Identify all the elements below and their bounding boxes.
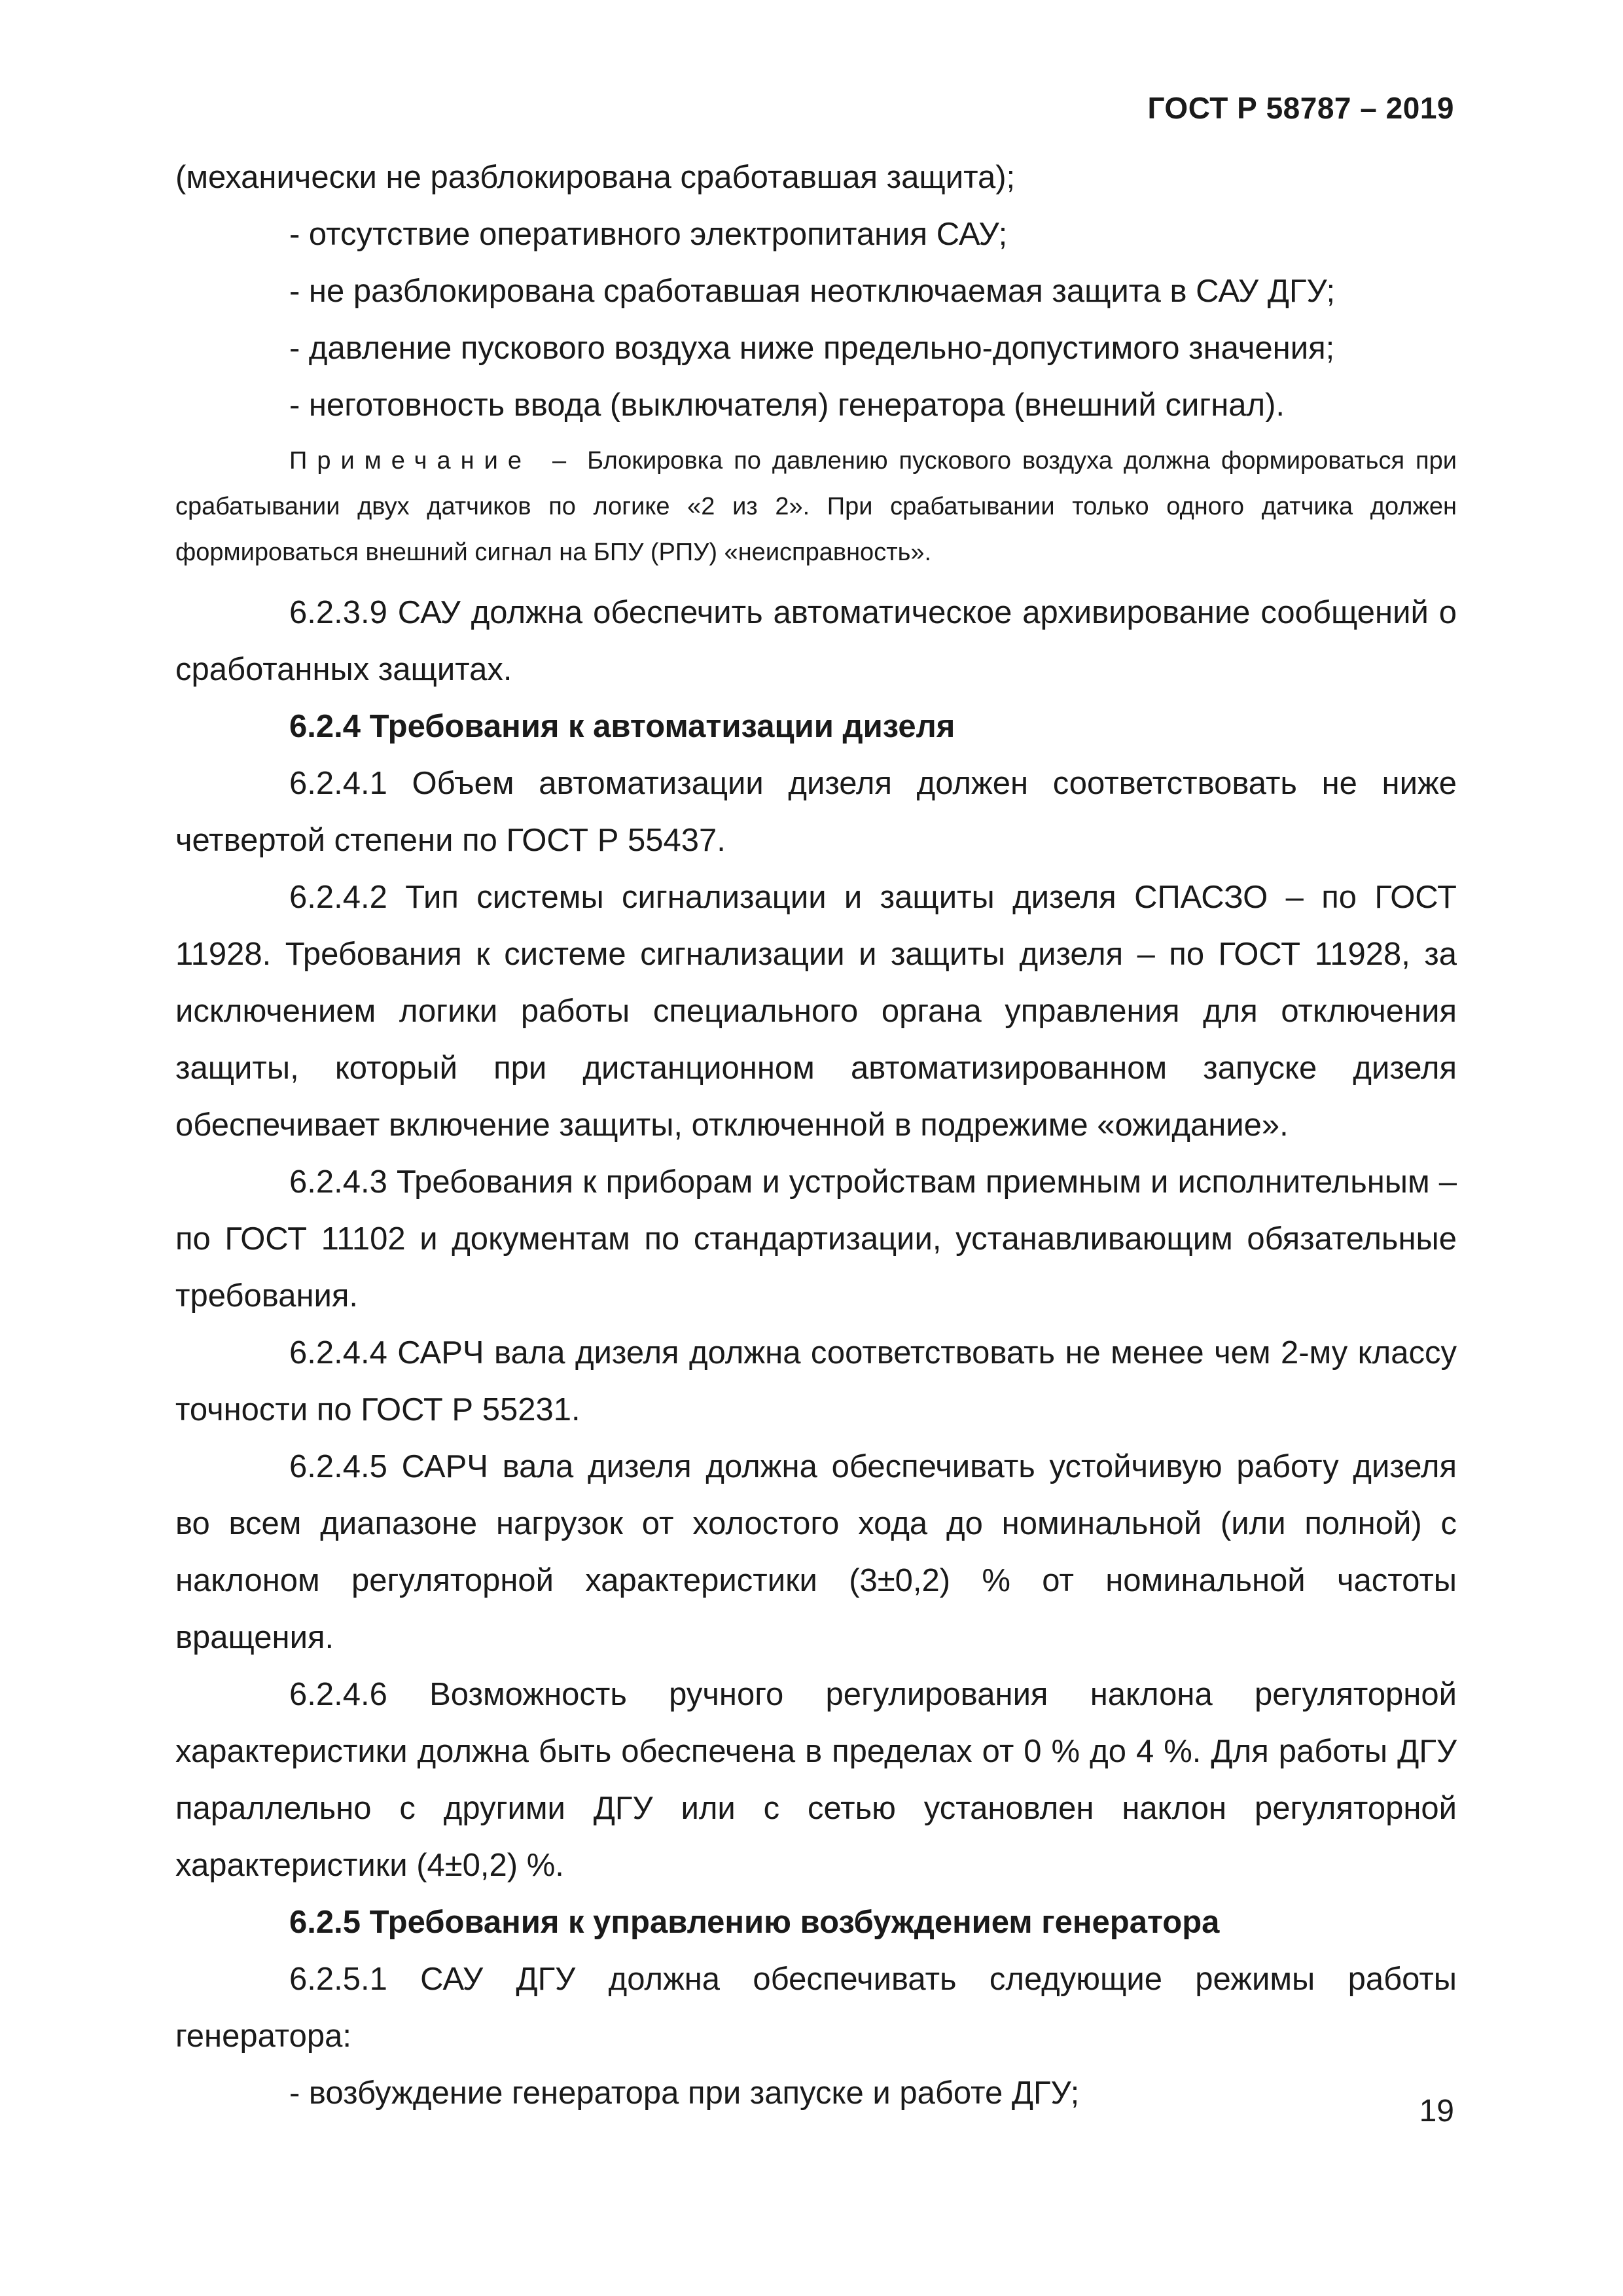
list-item: - отсутствие оперативного электропитания САУ; — [289, 217, 1008, 252]
list-item: - не разблокирована сработавшая неотключаемая защита в САУ ДГУ; — [289, 274, 1336, 309]
list-item: - неготовность ввода (выключателя) генератора (внешний сигнал). — [289, 387, 1285, 423]
paragraph-6-2-4-3: 6.2.4.3 Требования к приборам и устройствам приемным и исполнительным – по ГОСТ 11102 и документам по стандартизации, устанавливающим обязательные требования. — [175, 1164, 1457, 1314]
note-label: Примечание – — [289, 447, 577, 475]
note-text: Блокировка по давлению пускового воздуха должна формироваться при срабатывании двух датчиков по логике «2 из 2». При срабатывании только одного датчика должен формироваться внешний сигнал на БПУ (РПУ) «неисправность». — [175, 447, 1457, 566]
paragraph-continuation: (механически не разблокирована сработавшая защита); — [175, 160, 1016, 195]
list-item: - давление пускового воздуха ниже предельно-допустимого значения; — [289, 331, 1335, 366]
page-number: 19 — [1419, 2094, 1454, 2128]
section-heading-6-2-4: 6.2.4 Требования к автоматизации дизеля — [289, 709, 955, 744]
paragraph-6-2-4-4: 6.2.4.4 САРЧ вала дизеля должна соответствовать не менее чем 2-му классу точности по ГОСТ Р 55231. — [175, 1335, 1457, 1427]
page-body — [175, 149, 1457, 2122]
document-standard-header: ГОСТ Р 58787 – 2019 — [1147, 91, 1454, 125]
paragraph-6-2-4-2: 6.2.4.2 Тип системы сигнализации и защиты дизеля СПАСЗО – по ГОСТ 11928. Требования к системе сигнализации и защиты дизеля – по ГОСТ 11928, за исключением логики работы специального органа управления для отключения защиты, который при дистанционном автоматизированном запуске дизеля обеспечивает включение защиты, отключенной в подрежиме «ожидание». — [175, 880, 1457, 1143]
paragraph-6-2-4-6: 6.2.4.6 Возможность ручного регулирования наклона регуляторной характеристики должна быть обеспечена в пределах от 0 % до 4 %. Для работы ДГУ параллельно с другими ДГУ или с сетью установлен наклон регуляторной характеристики (4±0,2) %. — [175, 1677, 1457, 1883]
list-item: - возбуждение генератора при запуске и работе ДГУ; — [289, 2075, 1080, 2111]
paragraph-6-2-3-9: 6.2.3.9 САУ должна обеспечить автоматическое архивирование сообщений о сработанных защитах. — [175, 595, 1457, 687]
paragraph-6-2-4-1: 6.2.4.1 Объем автоматизации дизеля должен соответствовать не ниже четвертой степени по ГОСТ Р 55437. — [175, 766, 1457, 858]
paragraph-6-2-5-1: 6.2.5.1 САУ ДГУ должна обеспечивать следующие режимы работы генератора: — [175, 1962, 1457, 2054]
note-paragraph — [175, 438, 1457, 575]
paragraph-6-2-4-5: 6.2.4.5 САРЧ вала дизеля должна обеспечивать устойчивую работу дизеля во всем диапазоне нагрузок от холостого хода до номинальной (или полной) с наклоном регуляторной характеристики (3±0,2) % от номинальной частоты вращения. — [175, 1449, 1457, 1655]
section-heading-6-2-5: 6.2.5 Требования к управлению возбуждением генератора — [289, 1905, 1220, 1940]
